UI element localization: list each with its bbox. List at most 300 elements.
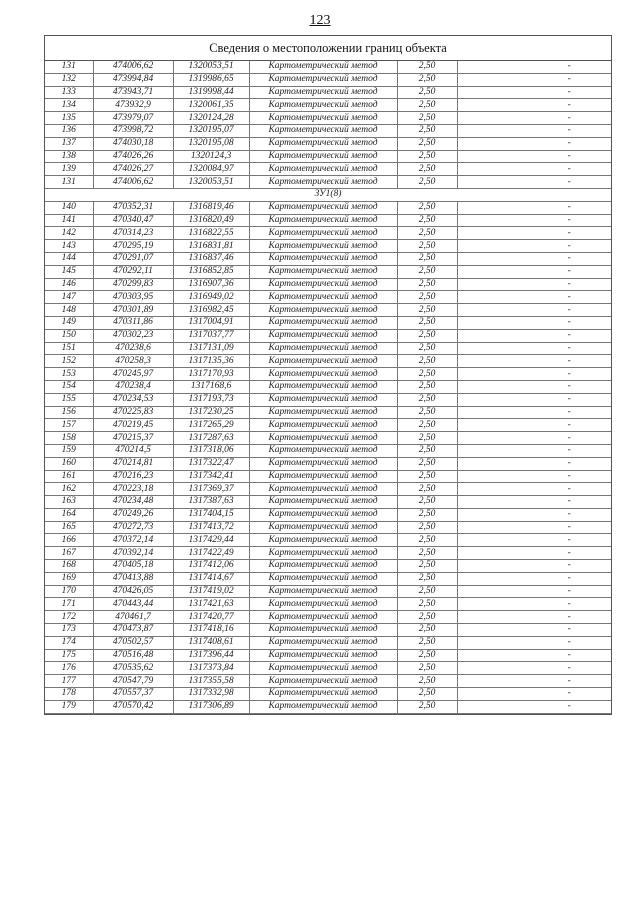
cell-point-number: 146: [45, 278, 93, 291]
cell-accuracy: 2,50: [397, 470, 457, 483]
table-row: [45, 329, 611, 342]
cell-accuracy: 2,50: [397, 176, 457, 189]
cell-y-coordinate: 1317387,63: [173, 496, 249, 509]
cell-accuracy: 2,50: [397, 99, 457, 112]
cell-y-coordinate: 1320061,35: [173, 99, 249, 112]
cell-x-coordinate: 470291,07: [93, 252, 173, 265]
cell-point-number: 134: [45, 99, 93, 112]
cell-description: -: [457, 329, 611, 342]
cell-y-coordinate: 1320084,97: [173, 163, 249, 176]
cell-accuracy: 2,50: [397, 457, 457, 470]
cell-y-coordinate: 1316837,46: [173, 252, 249, 265]
cell-x-coordinate: 470303,95: [93, 291, 173, 304]
cell-method: Картометрический метод: [249, 278, 397, 291]
cell-point-number: 131: [45, 176, 93, 189]
cell-method: Картометрический метод: [249, 508, 397, 521]
cell-description: -: [457, 163, 611, 176]
cell-point-number: 137: [45, 137, 93, 150]
table-row: [45, 176, 611, 189]
cell-method: Картометрический метод: [249, 73, 397, 86]
cell-method: Картометрический метод: [249, 393, 397, 406]
cell-accuracy: 2,50: [397, 112, 457, 125]
cell-point-number: 176: [45, 662, 93, 675]
cell-method: Картометрический метод: [249, 624, 397, 637]
cell-y-coordinate: 1317287,63: [173, 432, 249, 445]
cell-description: -: [457, 688, 611, 701]
cell-y-coordinate: 1320195,08: [173, 137, 249, 150]
cell-y-coordinate: 1316949,02: [173, 291, 249, 304]
cell-description: -: [457, 291, 611, 304]
cell-x-coordinate: 470516,48: [93, 649, 173, 662]
table-row: [45, 278, 611, 291]
cell-y-coordinate: 1316852,85: [173, 265, 249, 278]
cell-point-number: 149: [45, 316, 93, 329]
table-row: [45, 483, 611, 496]
cell-method: Картометрический метод: [249, 291, 397, 304]
cell-description: -: [457, 700, 611, 713]
cell-point-number: 172: [45, 611, 93, 624]
cell-description: -: [457, 368, 611, 381]
cell-description: -: [457, 675, 611, 688]
cell-x-coordinate: 470340,47: [93, 214, 173, 227]
cell-accuracy: 2,50: [397, 521, 457, 534]
table-row: [45, 688, 611, 701]
cell-x-coordinate: 470570,42: [93, 700, 173, 713]
cell-method: Картометрический метод: [249, 406, 397, 419]
cell-description: -: [457, 265, 611, 278]
cell-accuracy: 2,50: [397, 649, 457, 662]
cell-description: -: [457, 380, 611, 393]
table-row: [45, 585, 611, 598]
cell-accuracy: 2,50: [397, 86, 457, 99]
table-row: [45, 265, 611, 278]
cell-point-number: 157: [45, 419, 93, 432]
cell-description: -: [457, 86, 611, 99]
cell-method: Картометрический метод: [249, 252, 397, 265]
table-row: [45, 598, 611, 611]
cell-description: -: [457, 572, 611, 585]
cell-y-coordinate: 1317419,02: [173, 585, 249, 598]
cell-y-coordinate: 1317004,91: [173, 316, 249, 329]
cell-accuracy: 2,50: [397, 240, 457, 253]
cell-point-number: 151: [45, 342, 93, 355]
section-label: ЗУ1(8): [45, 188, 611, 201]
cell-y-coordinate: 1317131,09: [173, 342, 249, 355]
cell-point-number: 162: [45, 483, 93, 496]
cell-y-coordinate: 1317168,6: [173, 380, 249, 393]
cell-y-coordinate: 1317414,67: [173, 572, 249, 585]
cell-point-number: 161: [45, 470, 93, 483]
cell-y-coordinate: 1317193,73: [173, 393, 249, 406]
cell-method: Картометрический метод: [249, 636, 397, 649]
cell-y-coordinate: 1317318,06: [173, 444, 249, 457]
cell-x-coordinate: 470535,62: [93, 662, 173, 675]
cell-description: -: [457, 624, 611, 637]
cell-accuracy: 2,50: [397, 265, 457, 278]
cell-point-number: 169: [45, 572, 93, 585]
cell-method: Картометрический метод: [249, 214, 397, 227]
cell-method: Картометрический метод: [249, 355, 397, 368]
cell-accuracy: 2,50: [397, 572, 457, 585]
cell-x-coordinate: 470214,81: [93, 457, 173, 470]
cell-accuracy: 2,50: [397, 636, 457, 649]
cell-method: Картометрический метод: [249, 457, 397, 470]
cell-x-coordinate: 473998,72: [93, 124, 173, 137]
cell-accuracy: 2,50: [397, 291, 457, 304]
cell-method: Картометрический метод: [249, 598, 397, 611]
cell-accuracy: 2,50: [397, 61, 457, 73]
cell-method: Картометрический метод: [249, 496, 397, 509]
cell-x-coordinate: 470311,86: [93, 316, 173, 329]
cell-x-coordinate: 470557,37: [93, 688, 173, 701]
cell-point-number: 133: [45, 86, 93, 99]
cell-point-number: 148: [45, 304, 93, 317]
cell-description: -: [457, 662, 611, 675]
cell-accuracy: 2,50: [397, 700, 457, 713]
cell-accuracy: 2,50: [397, 316, 457, 329]
cell-method: Картометрический метод: [249, 585, 397, 598]
cell-y-coordinate: 1317420,77: [173, 611, 249, 624]
cell-y-coordinate: 1317412,06: [173, 560, 249, 573]
cell-point-number: 158: [45, 432, 93, 445]
cell-accuracy: 2,50: [397, 163, 457, 176]
cell-accuracy: 2,50: [397, 124, 457, 137]
cell-method: Картометрический метод: [249, 432, 397, 445]
table-row: [45, 406, 611, 419]
cell-description: -: [457, 61, 611, 73]
table-row: [45, 240, 611, 253]
cell-description: -: [457, 611, 611, 624]
cell-method: Картометрический метод: [249, 99, 397, 112]
table-row: [45, 560, 611, 573]
cell-point-number: 174: [45, 636, 93, 649]
cell-point-number: 178: [45, 688, 93, 701]
cell-y-coordinate: 1317332,98: [173, 688, 249, 701]
cell-description: -: [457, 585, 611, 598]
cell-accuracy: 2,50: [397, 432, 457, 445]
table-row: [45, 342, 611, 355]
cell-x-coordinate: 470249,26: [93, 508, 173, 521]
cell-y-coordinate: 1316907,36: [173, 278, 249, 291]
cell-y-coordinate: 1317413,72: [173, 521, 249, 534]
cell-point-number: 145: [45, 265, 93, 278]
cell-description: -: [457, 406, 611, 419]
cell-point-number: 170: [45, 585, 93, 598]
cell-x-coordinate: 474006,62: [93, 61, 173, 73]
cell-point-number: 141: [45, 214, 93, 227]
cell-method: Картометрический метод: [249, 700, 397, 713]
cell-x-coordinate: 470405,18: [93, 560, 173, 573]
cell-accuracy: 2,50: [397, 547, 457, 560]
table-row: [45, 624, 611, 637]
cell-x-coordinate: 470413,88: [93, 572, 173, 585]
cell-description: -: [457, 470, 611, 483]
cell-accuracy: 2,50: [397, 329, 457, 342]
cell-point-number: 163: [45, 496, 93, 509]
cell-method: Картометрический метод: [249, 611, 397, 624]
cell-description: -: [457, 278, 611, 291]
cell-y-coordinate: 1317418,16: [173, 624, 249, 637]
cell-method: Картометрический метод: [249, 483, 397, 496]
cell-x-coordinate: 470238,4: [93, 380, 173, 393]
cell-y-coordinate: 1317170,93: [173, 368, 249, 381]
cell-x-coordinate: 470223,18: [93, 483, 173, 496]
cell-description: -: [457, 457, 611, 470]
cell-accuracy: 2,50: [397, 252, 457, 265]
table-row: [45, 675, 611, 688]
cell-accuracy: 2,50: [397, 393, 457, 406]
cell-y-coordinate: 1320053,51: [173, 61, 249, 73]
table-row: [45, 124, 611, 137]
cell-x-coordinate: 470272,73: [93, 521, 173, 534]
cell-point-number: 135: [45, 112, 93, 125]
cell-description: -: [457, 150, 611, 163]
cell-method: Картометрический метод: [249, 124, 397, 137]
table-row: [45, 368, 611, 381]
cell-point-number: 160: [45, 457, 93, 470]
cell-accuracy: 2,50: [397, 278, 457, 291]
cell-y-coordinate: 1317135,36: [173, 355, 249, 368]
table-row: [45, 201, 611, 214]
cell-x-coordinate: 470292,11: [93, 265, 173, 278]
cell-y-coordinate: 1316822,55: [173, 227, 249, 240]
cell-accuracy: 2,50: [397, 214, 457, 227]
cell-point-number: 144: [45, 252, 93, 265]
cell-method: Картометрический метод: [249, 688, 397, 701]
cell-description: -: [457, 316, 611, 329]
cell-point-number: 168: [45, 560, 93, 573]
cell-description: -: [457, 444, 611, 457]
cell-accuracy: 2,50: [397, 368, 457, 381]
cell-point-number: 132: [45, 73, 93, 86]
cell-description: -: [457, 649, 611, 662]
cell-y-coordinate: 1316820,49: [173, 214, 249, 227]
cell-description: -: [457, 534, 611, 547]
table-body: [45, 61, 611, 713]
table-row: [45, 547, 611, 560]
cell-accuracy: 2,50: [397, 585, 457, 598]
cell-method: Картометрический метод: [249, 534, 397, 547]
cell-description: -: [457, 137, 611, 150]
cell-x-coordinate: 470502,57: [93, 636, 173, 649]
cell-y-coordinate: 1317306,89: [173, 700, 249, 713]
cell-description: -: [457, 342, 611, 355]
cell-description: -: [457, 214, 611, 227]
cell-y-coordinate: 1319986,65: [173, 73, 249, 86]
cell-method: Картометрический метод: [249, 137, 397, 150]
cell-point-number: 142: [45, 227, 93, 240]
cell-accuracy: 2,50: [397, 483, 457, 496]
cell-y-coordinate: 1317230,25: [173, 406, 249, 419]
cell-method: Картометрический метод: [249, 163, 397, 176]
cell-x-coordinate: 473979,07: [93, 112, 173, 125]
cell-description: -: [457, 560, 611, 573]
cell-accuracy: 2,50: [397, 560, 457, 573]
cell-point-number: 179: [45, 700, 93, 713]
cell-point-number: 131: [45, 61, 93, 73]
cell-point-number: 139: [45, 163, 93, 176]
cell-x-coordinate: 470215,37: [93, 432, 173, 445]
cell-x-coordinate: 474030,18: [93, 137, 173, 150]
cell-description: -: [457, 355, 611, 368]
cell-y-coordinate: 1320124,28: [173, 112, 249, 125]
cell-description: -: [457, 99, 611, 112]
cell-x-coordinate: 470443,44: [93, 598, 173, 611]
table-row: [45, 457, 611, 470]
cell-description: -: [457, 419, 611, 432]
cell-accuracy: 2,50: [397, 662, 457, 675]
page-number: 123: [309, 13, 331, 28]
cell-x-coordinate: 474026,26: [93, 150, 173, 163]
cell-accuracy: 2,50: [397, 304, 457, 317]
cell-description: -: [457, 73, 611, 86]
cell-description: -: [457, 304, 611, 317]
table-row: [45, 470, 611, 483]
cell-accuracy: 2,50: [397, 73, 457, 86]
cell-x-coordinate: 470372,14: [93, 534, 173, 547]
cell-method: Картометрический метод: [249, 240, 397, 253]
table-row: [45, 419, 611, 432]
table-row: [45, 304, 611, 317]
cell-description: -: [457, 112, 611, 125]
cell-x-coordinate: 470301,89: [93, 304, 173, 317]
cell-accuracy: 2,50: [397, 444, 457, 457]
cell-method: Картометрический метод: [249, 419, 397, 432]
cell-y-coordinate: 1317429,44: [173, 534, 249, 547]
cell-accuracy: 2,50: [397, 598, 457, 611]
cell-description: -: [457, 547, 611, 560]
cell-point-number: 164: [45, 508, 93, 521]
cell-x-coordinate: 470352,31: [93, 201, 173, 214]
cell-description: -: [457, 496, 611, 509]
table-row: [45, 496, 611, 509]
cell-description: -: [457, 124, 611, 137]
cell-accuracy: 2,50: [397, 508, 457, 521]
table-row: [45, 393, 611, 406]
cell-description: -: [457, 227, 611, 240]
cell-y-coordinate: 1317421,63: [173, 598, 249, 611]
cell-point-number: 173: [45, 624, 93, 637]
table-row: [45, 112, 611, 125]
cell-accuracy: 2,50: [397, 380, 457, 393]
cell-accuracy: 2,50: [397, 201, 457, 214]
cell-point-number: 138: [45, 150, 93, 163]
cell-method: Картометрический метод: [249, 560, 397, 573]
cell-y-coordinate: 1317265,29: [173, 419, 249, 432]
cell-y-coordinate: 1317373,84: [173, 662, 249, 675]
table-row: [45, 444, 611, 457]
cell-accuracy: 2,50: [397, 534, 457, 547]
cell-x-coordinate: 470258,3: [93, 355, 173, 368]
cell-description: -: [457, 201, 611, 214]
cell-method: Картометрический метод: [249, 176, 397, 189]
cell-method: Картометрический метод: [249, 444, 397, 457]
cell-y-coordinate: 1317342,41: [173, 470, 249, 483]
boundary-table-sheet: [44, 35, 612, 715]
cell-point-number: 147: [45, 291, 93, 304]
cell-point-number: 159: [45, 444, 93, 457]
cell-x-coordinate: 470214,5: [93, 444, 173, 457]
section-row: [45, 188, 611, 201]
cell-method: Картометрический метод: [249, 368, 397, 381]
table-row: [45, 380, 611, 393]
table-row: [45, 649, 611, 662]
table-row: [45, 316, 611, 329]
cell-x-coordinate: 470295,19: [93, 240, 173, 253]
cell-method: Картометрический метод: [249, 662, 397, 675]
table-row: [45, 355, 611, 368]
cell-method: Картометрический метод: [249, 227, 397, 240]
table-row: [45, 73, 611, 86]
cell-y-coordinate: 1316819,46: [173, 201, 249, 214]
cell-description: -: [457, 432, 611, 445]
cell-description: -: [457, 483, 611, 496]
cell-point-number: 140: [45, 201, 93, 214]
cell-y-coordinate: 1320053,51: [173, 176, 249, 189]
table-row: [45, 252, 611, 265]
cell-point-number: 177: [45, 675, 93, 688]
table-row: [45, 214, 611, 227]
cell-y-coordinate: 1317322,47: [173, 457, 249, 470]
cell-x-coordinate: 470473,87: [93, 624, 173, 637]
cell-accuracy: 2,50: [397, 227, 457, 240]
cell-accuracy: 2,50: [397, 496, 457, 509]
cell-description: -: [457, 508, 611, 521]
cell-y-coordinate: 1317404,15: [173, 508, 249, 521]
cell-y-coordinate: 1317396,44: [173, 649, 249, 662]
table-row: [45, 99, 611, 112]
table-row: [45, 662, 611, 675]
cell-accuracy: 2,50: [397, 688, 457, 701]
cell-method: Картометрический метод: [249, 547, 397, 560]
cell-x-coordinate: 470302,23: [93, 329, 173, 342]
cell-y-coordinate: 1317037,77: [173, 329, 249, 342]
cell-accuracy: 2,50: [397, 675, 457, 688]
cell-accuracy: 2,50: [397, 355, 457, 368]
table-row: [45, 61, 611, 73]
cell-accuracy: 2,50: [397, 342, 457, 355]
cell-method: Картометрический метод: [249, 86, 397, 99]
cell-accuracy: 2,50: [397, 611, 457, 624]
cell-description: -: [457, 598, 611, 611]
cell-y-coordinate: 1317355,58: [173, 675, 249, 688]
cell-point-number: 171: [45, 598, 93, 611]
cell-point-number: 175: [45, 649, 93, 662]
cell-point-number: 150: [45, 329, 93, 342]
cell-method: Картометрический метод: [249, 649, 397, 662]
cell-y-coordinate: 1316982,45: [173, 304, 249, 317]
cell-y-coordinate: 1319998,44: [173, 86, 249, 99]
table-row: [45, 291, 611, 304]
cell-y-coordinate: 1317422,49: [173, 547, 249, 560]
cell-x-coordinate: 473932,9: [93, 99, 173, 112]
cell-accuracy: 2,50: [397, 406, 457, 419]
cell-method: Картометрический метод: [249, 675, 397, 688]
table-row: [45, 521, 611, 534]
cell-x-coordinate: 470426,05: [93, 585, 173, 598]
cell-y-coordinate: 1320195,07: [173, 124, 249, 137]
cell-point-number: 166: [45, 534, 93, 547]
cell-x-coordinate: 470461,7: [93, 611, 173, 624]
table-row: [45, 700, 611, 713]
cell-accuracy: 2,50: [397, 419, 457, 432]
cell-x-coordinate: 470216,23: [93, 470, 173, 483]
cell-point-number: 156: [45, 406, 93, 419]
cell-point-number: 167: [45, 547, 93, 560]
cell-x-coordinate: 474006,62: [93, 176, 173, 189]
cell-method: Картометрический метод: [249, 329, 397, 342]
cell-x-coordinate: 470392,14: [93, 547, 173, 560]
